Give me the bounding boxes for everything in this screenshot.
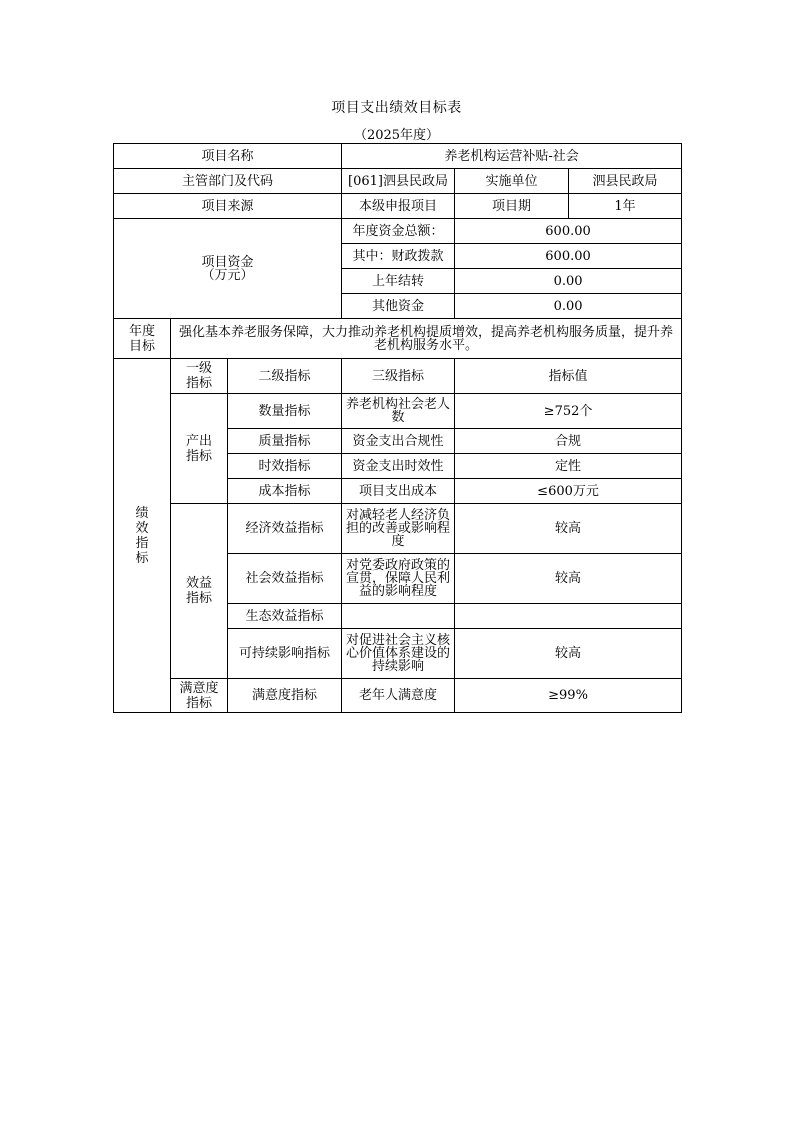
level2-cell: 数量指标 [228,394,342,429]
funds-carryover-label: 上年结转 [342,269,455,294]
row-funds-total [114,219,682,244]
funds-total-value: 600.00 [455,219,682,244]
table-row [114,394,682,429]
group-benefit-label [171,504,228,679]
group-satisfaction-label [171,679,228,713]
value-cell: ≤600万元 [455,479,682,504]
funds-label-line1: 项目资金 [201,254,254,270]
level3-cell: 资金支出合规性 [342,429,455,454]
annual-goal-label-text: 年度目标 [128,323,155,354]
source-value: 本级申报项目 [342,194,455,219]
header-level3: 三级指标 [342,359,455,394]
source-label: 项目来源 [114,194,342,219]
level3-cell: 老年人满意度 [342,679,455,713]
value-cell: 定性 [455,454,682,479]
impl-value: 泗县民政局 [569,169,682,194]
level3-cell [342,604,455,629]
level2-cell: 可持续影响指标 [228,629,342,679]
value-cell: ≥752个 [455,394,682,429]
row-annual-goal [114,319,682,359]
value-cell: 合规 [455,429,682,454]
project-name-label: 项目名称 [114,144,342,169]
impl-label: 实施单位 [455,169,569,194]
funds-other-label: 其他资金 [342,294,455,319]
funds-carryover-value: 0.00 [455,269,682,294]
group-satisfaction-label-text: 满意度指标 [179,680,219,711]
level2-cell: 成本指标 [228,479,342,504]
funds-fiscal-value: 600.00 [455,244,682,269]
performance-table [113,143,682,713]
level3-cell: 项目支出成本 [342,479,455,504]
indicators-side-label-text: 绩效指标 [135,505,149,566]
dept-label: 主管部门及代码 [114,169,342,194]
annual-goal-label [114,319,171,359]
value-cell: ≥99% [455,679,682,713]
funds-fiscal-label: 其中：财政拨款 [342,244,455,269]
value-cell: 较高 [455,554,682,604]
level3-cell: 养老机构社会老人数 [342,394,455,429]
funds-total-label: 年度资金总额： [342,219,455,244]
group-benefit-label-text: 效益指标 [185,576,212,606]
level3-cell: 对减轻老人经济负担的改善或影响程度 [342,504,455,554]
header-level1-text: 一级指标 [185,361,212,391]
value-cell: 较高 [455,629,682,679]
period-label: 项目期 [455,194,569,219]
value-cell: 较高 [455,504,682,554]
table-year: （2025年度） [353,128,440,143]
level3-cell: 对党委政府政策的宣贯，保障人民利益的影响程度 [342,554,455,604]
header-value: 指标值 [455,359,682,394]
annual-goal-text: 强化基本养老服务保障，大力推动养老机构提质增效，提高养老机构服务质量，提升养老机构服务水平。 [171,319,682,359]
level2-cell: 经济效益指标 [228,504,342,554]
row-project-name [114,144,682,169]
level2-cell: 满意度指标 [228,679,342,713]
level2-cell: 时效指标 [228,454,342,479]
value-cell [455,604,682,629]
table-row [114,679,682,713]
level2-cell: 质量指标 [228,429,342,454]
funds-other-value: 0.00 [455,294,682,319]
project-name-value: 养老机构运营补贴-社会 [342,144,682,169]
group-output-label [171,394,228,504]
table-title: 项目支出绩效目标表 [331,100,462,116]
funds-label-line2: （万元） [201,267,254,283]
indicators-side-label [114,359,171,713]
funds-label [114,219,342,319]
level2-cell: 社会效益指标 [228,554,342,604]
dept-value: [061]泗县民政局 [342,169,455,194]
row-source [114,194,682,219]
period-value: 1年 [569,194,682,219]
level3-cell: 资金支出时效性 [342,454,455,479]
row-indicator-header [114,359,682,394]
header-level1 [171,359,228,394]
table-row [114,504,682,554]
row-dept [114,169,682,194]
group-output-label-text: 产出指标 [185,433,212,464]
header-level2: 二级指标 [228,359,342,394]
level2-cell: 生态效益指标 [228,604,342,629]
level3-cell: 对促进社会主义核心价值体系建设的持续影响 [342,629,455,679]
